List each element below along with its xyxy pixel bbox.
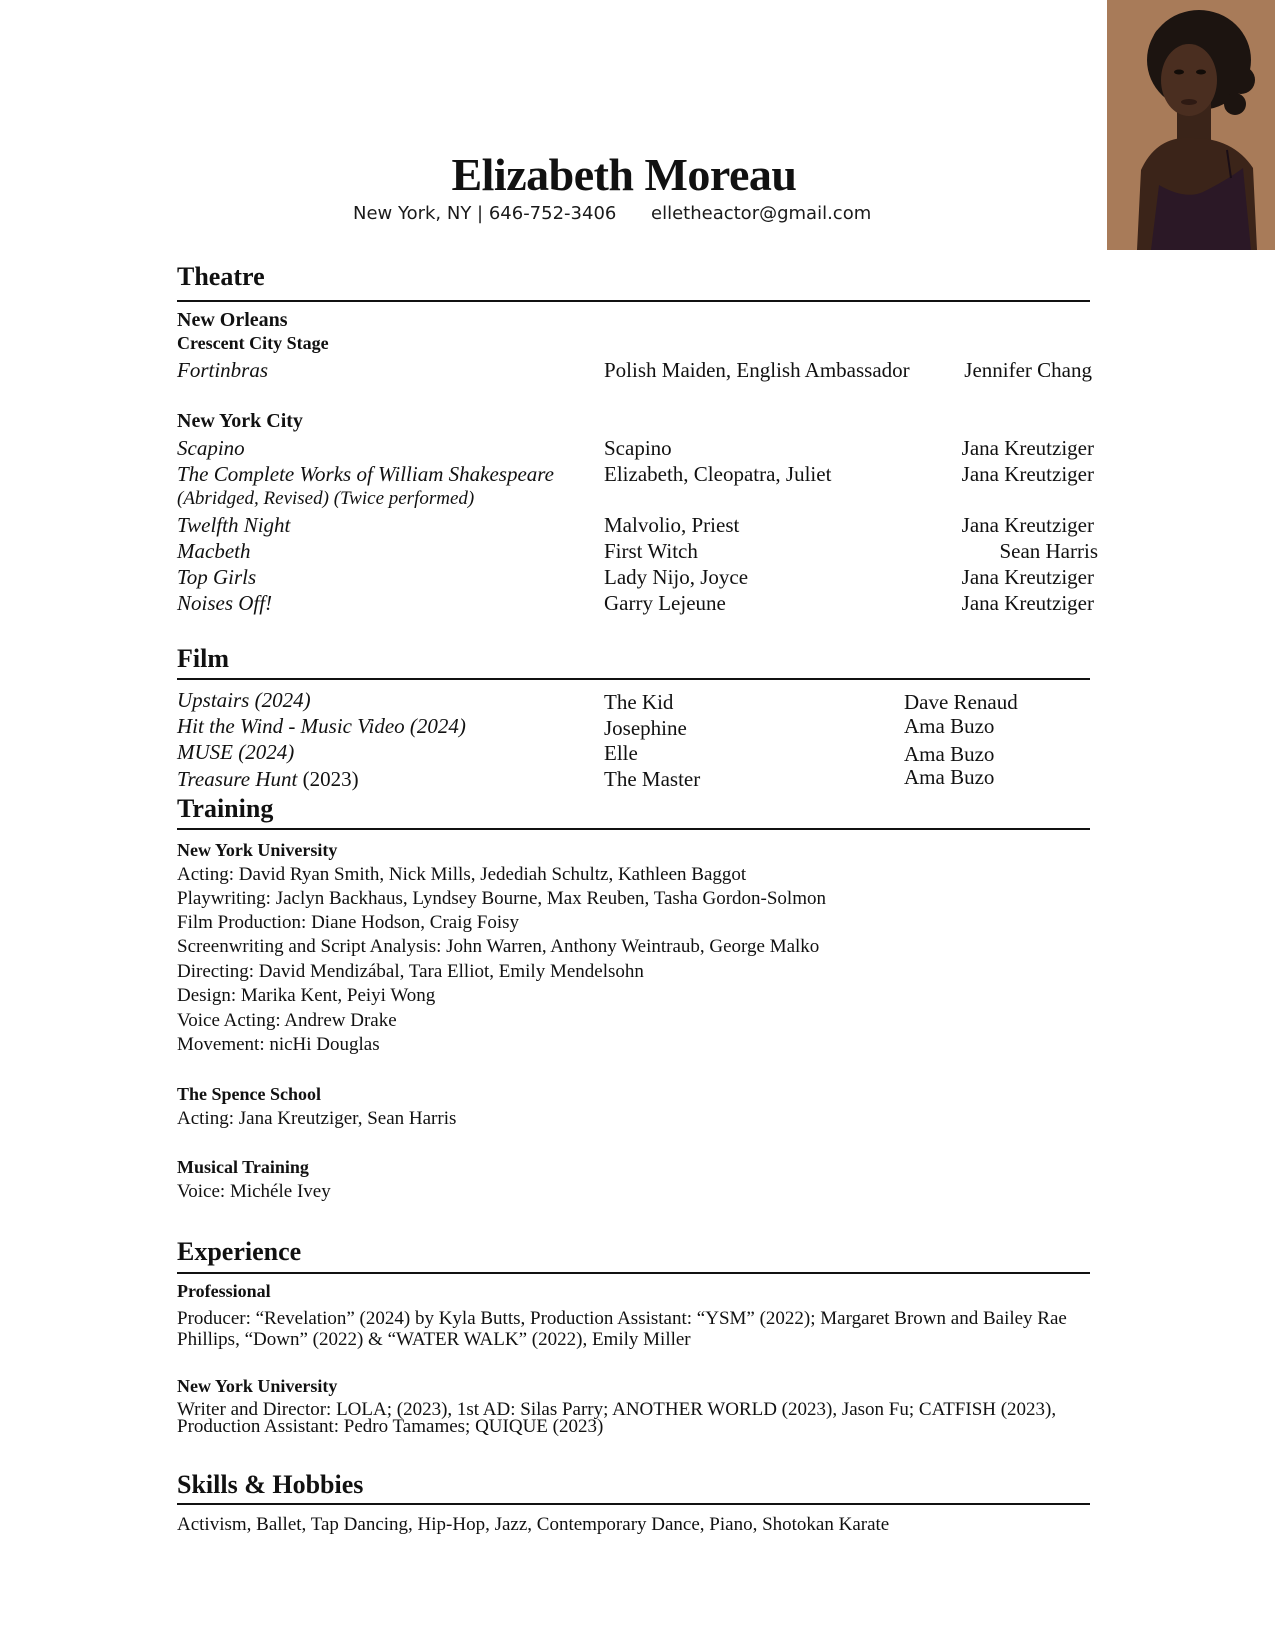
experience-professional-text: Producer: “Revelation” (2024) by Kyla Butts, Production Assistant: “YSM” (2022); Margaret Brown and Bailey Rae Phillips, “Down” (2022) & “WATER WALK” (2022), Emily Miller <box>177 1308 1067 1350</box>
training-school-nyu: New York University <box>177 840 338 860</box>
theatre-role: Malvolio, Priest <box>604 513 740 537</box>
theatre-city-nyc: New York City <box>177 410 303 432</box>
section-title-film: Film <box>177 644 229 673</box>
film-title: Hit the Wind - Music Video (2024) <box>177 714 466 738</box>
film-role: Elle <box>604 741 638 765</box>
candidate-name: Elizabeth Moreau <box>451 149 797 200</box>
film-title: Treasure Hunt <box>177 767 298 791</box>
training-line: Voice Acting: Andrew Drake <box>177 1010 397 1031</box>
film-title: Upstairs (2024) <box>177 688 311 712</box>
theatre-show: Scapino <box>177 436 245 460</box>
theatre-director: Jana Kreutziger <box>961 462 1094 486</box>
training-line: Playwriting: Jaclyn Backhaus, Lyndsey Bourne, Max Reuben, Tasha Gordon-Solmon <box>177 888 826 909</box>
theatre-director: Jana Kreutziger <box>961 565 1094 589</box>
theatre-director: Jennifer Chang <box>964 358 1092 382</box>
location-phone: New York, NY | 646-752-3406 <box>353 203 617 224</box>
training-line: Acting: David Ryan Smith, Nick Mills, Jedediah Schultz, Kathleen Baggot <box>177 864 747 885</box>
training-line: Directing: David Mendizábal, Tara Elliot, Emily Mendelsohn <box>177 961 644 982</box>
film-director: Ama Buzo <box>904 742 995 766</box>
theatre-role: Polish Maiden, English Ambassador <box>604 358 910 382</box>
theatre-show: Macbeth <box>177 539 251 563</box>
theatre-role: Garry Lejeune <box>604 591 726 615</box>
training-line: Voice: Michéle Ivey <box>177 1181 331 1202</box>
theatre-city-new-orleans: New Orleans <box>177 309 288 331</box>
theatre-director: Jana Kreutziger <box>961 591 1094 615</box>
skills-text: Activism, Ballet, Tap Dancing, Hip-Hop, Jazz, Contemporary Dance, Piano, Shotokan Karate <box>177 1514 890 1535</box>
film-director: Ama Buzo <box>904 714 995 738</box>
training-line: Screenwriting and Script Analysis: John Warren, Anthony Weintraub, George Malko <box>177 936 820 957</box>
theatre-role: First Witch <box>604 539 698 563</box>
film-director: Ama Buzo <box>904 765 995 789</box>
training-line: Film Production: Diane Hodson, Craig Foisy <box>177 912 519 933</box>
section-title-skills: Skills & Hobbies <box>177 1470 364 1499</box>
experience-nyu-heading: New York University <box>177 1376 338 1396</box>
film-role: The Kid <box>604 690 674 714</box>
section-title-training: Training <box>177 794 274 823</box>
theatre-show: Noises Off! <box>177 591 273 615</box>
theatre-director: Sean Harris <box>999 539 1098 563</box>
film-director: Dave Renaud <box>904 690 1018 714</box>
theatre-show-note: (Abridged, Revised) (Twice performed) <box>177 488 475 509</box>
training-line: Movement: nicHi Douglas <box>177 1034 380 1055</box>
theatre-role: Elizabeth, Cleopatra, Juliet <box>604 462 832 486</box>
section-title-theatre: Theatre <box>177 262 265 291</box>
training-musical: Musical Training <box>177 1157 309 1177</box>
headshot-photo <box>1107 0 1275 250</box>
film-role: Josephine <box>604 716 687 740</box>
theatre-show: Top Girls <box>177 565 257 589</box>
theatre-director: Jana Kreutziger <box>961 436 1094 460</box>
email-link[interactable]: elletheactor@gmail.com <box>651 203 872 224</box>
section-divider <box>177 678 1090 680</box>
experience-professional-heading: Professional <box>177 1281 271 1301</box>
theatre-role: Lady Nijo, Joyce <box>604 565 749 589</box>
training-school-spence: The Spence School <box>177 1084 322 1104</box>
theatre-show: The Complete Works of William Shakespeare <box>177 462 554 486</box>
section-divider <box>177 300 1090 302</box>
headshot-illustration <box>1107 0 1275 250</box>
theatre-role: Scapino <box>604 436 672 460</box>
section-divider <box>177 1503 1090 1505</box>
theatre-director: Jana Kreutziger <box>961 513 1094 537</box>
theatre-show: Twelfth Night <box>177 513 291 537</box>
training-line: Design: Marika Kent, Peiyi Wong <box>177 985 436 1006</box>
theatre-venue: Crescent City Stage <box>177 333 329 353</box>
section-title-experience: Experience <box>177 1237 302 1266</box>
section-divider <box>177 828 1090 830</box>
film-role: The Master <box>604 767 701 791</box>
theatre-show: Fortinbras <box>177 358 269 382</box>
experience-nyu-text: Writer and Director: LOLA; (2023), 1st AD: Silas Parry; ANOTHER WORLD (2023), Jason Fu; CATFISH (2023), Production Assistant: Pedro Tamames; QUIQUE (2023) <box>177 1399 1057 1437</box>
film-year: (2023) <box>302 767 359 791</box>
training-line: Acting: Jana Kreutziger, Sean Harris <box>177 1108 457 1129</box>
film-title-with-year <box>177 767 359 792</box>
film-title: MUSE (2024) <box>177 740 295 764</box>
section-divider <box>177 1272 1090 1274</box>
